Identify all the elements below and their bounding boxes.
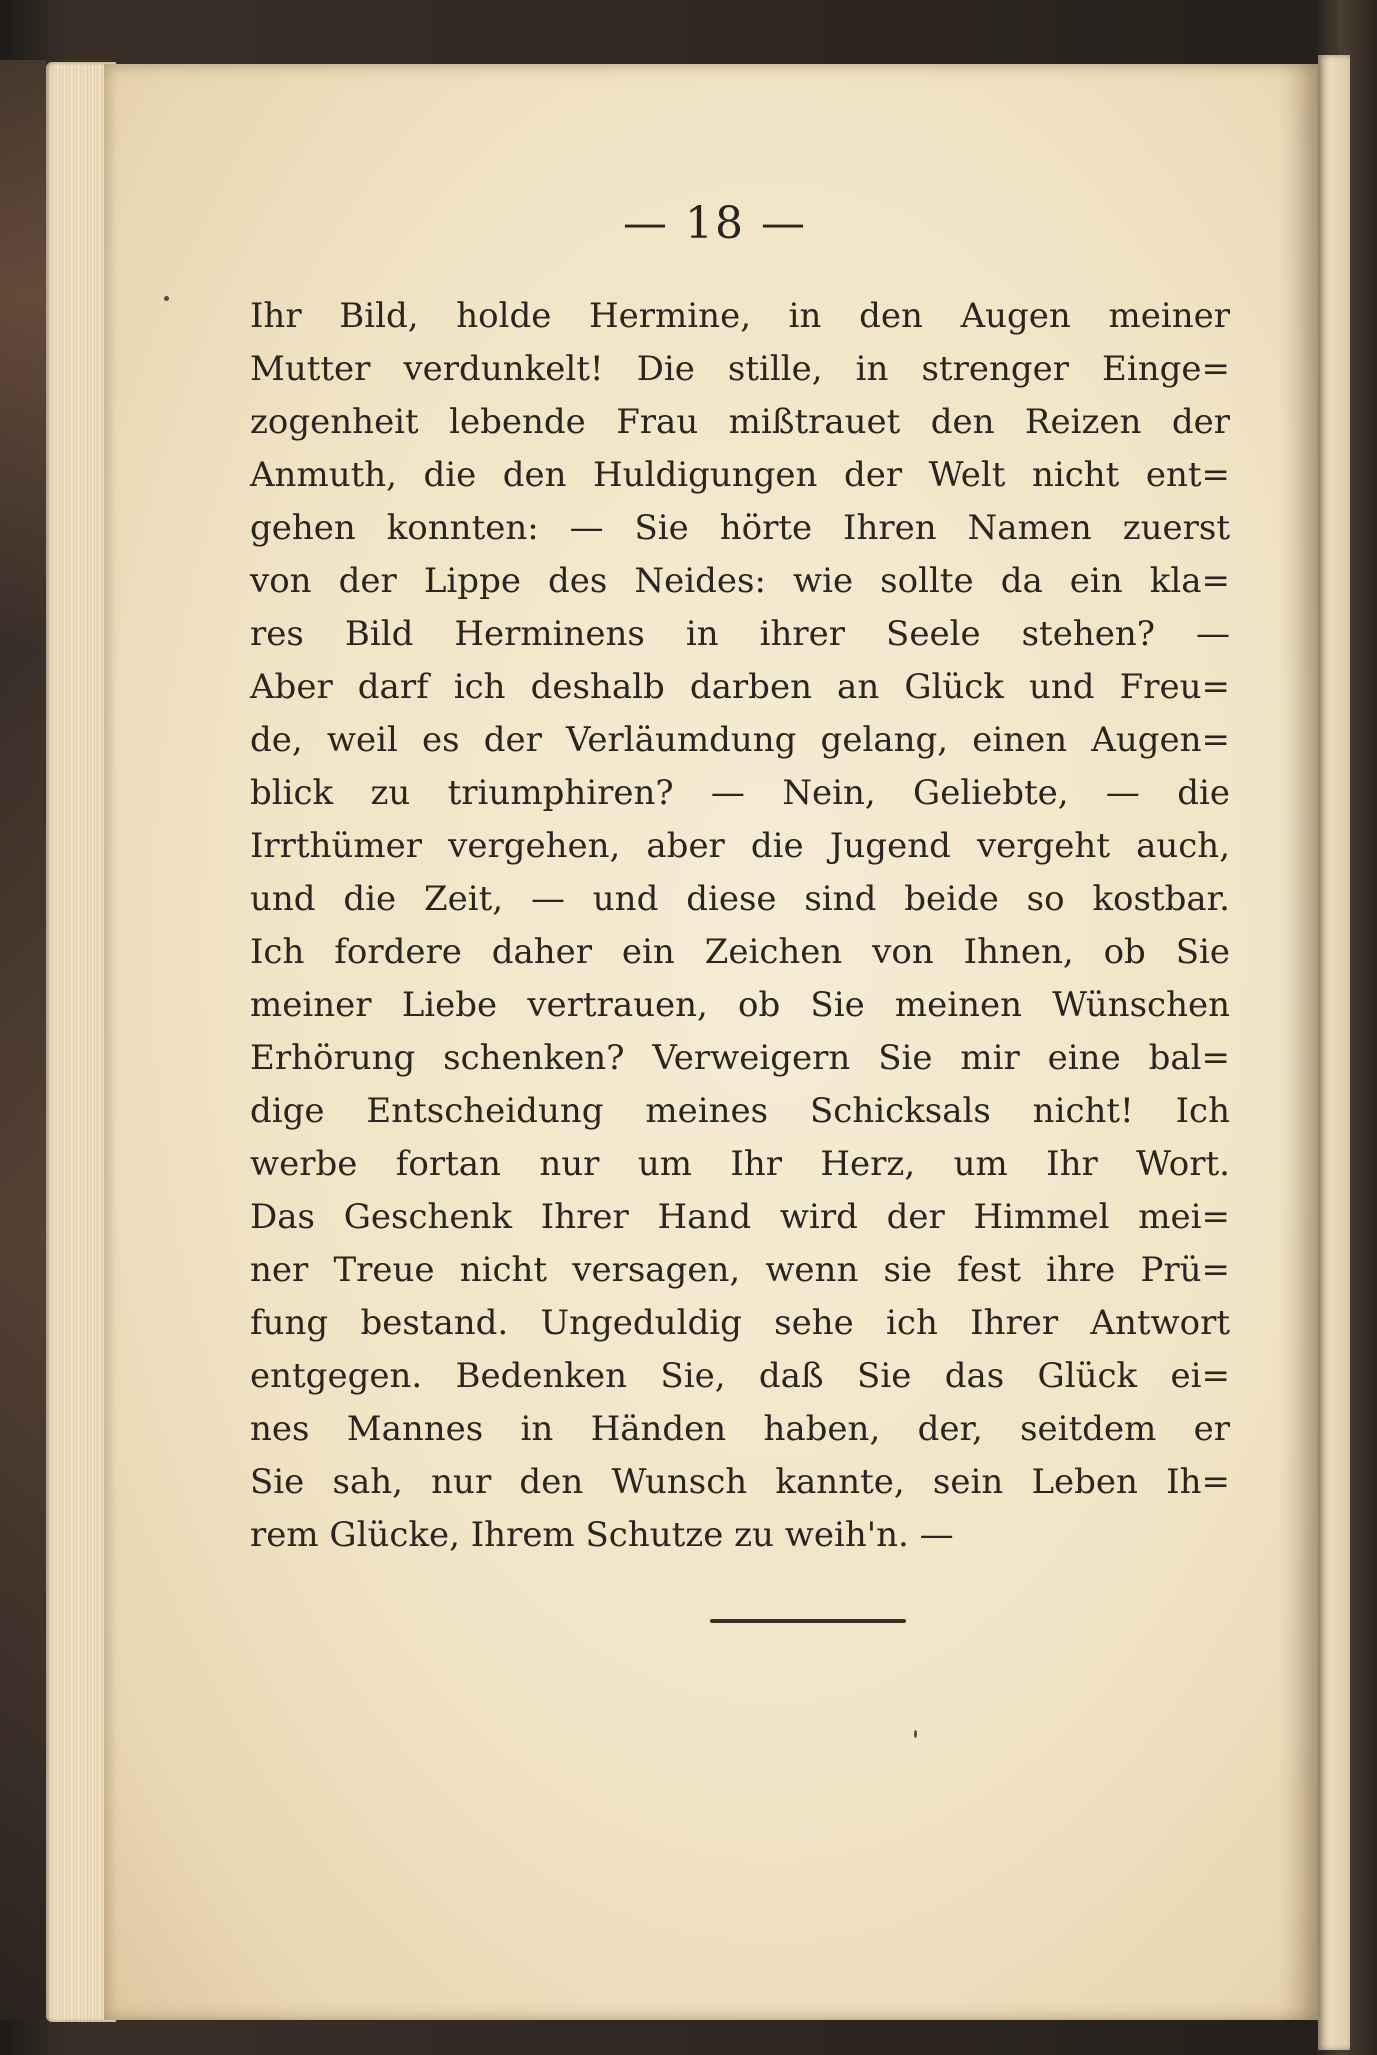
facing-page-edge xyxy=(1318,55,1350,2050)
text-line: Das Geschenk Ihrer Hand wird der Himmel mei= xyxy=(250,1197,1230,1237)
end-ornament-rule xyxy=(710,1619,906,1623)
text-line: Erhörung schenken? Verweigern Sie mir eine bal= xyxy=(250,1038,1230,1078)
gutter-shadow xyxy=(1278,64,1318,2020)
text-line: werbe fortan nur um Ihr Herz, um Ihr Wort. xyxy=(250,1144,1230,1184)
text-line: entgegen. Bedenken Sie, daß Sie das Glück ei= xyxy=(250,1356,1230,1396)
cover-spine-edge xyxy=(0,60,46,2020)
text-line: Ihr Bild, holde Hermine, in den Augen meiner xyxy=(250,296,1230,336)
text-line: blick zu triumphiren? — Nein, Geliebte, — die xyxy=(250,773,1230,813)
text-line: ner Treue nicht versagen, wenn sie fest ihre Prü= xyxy=(250,1250,1230,1290)
text-line: nes Mannes in Händen haben, der, seitdem er xyxy=(250,1409,1230,1449)
text-line: Sie sah, nur den Wunsch kannte, sein Leben Ih= xyxy=(250,1462,1230,1502)
paper-speck xyxy=(914,1730,917,1738)
text-line: Ich fordere daher ein Zeichen von Ihnen, ob Sie xyxy=(250,932,1230,972)
text-line: fung bestand. Ungeduldig sehe ich Ihrer Antwort xyxy=(250,1303,1230,1343)
text-line: von der Lippe des Neides: wie sollte da ein kla= xyxy=(250,561,1230,601)
page-number: — 18 — xyxy=(623,198,807,249)
text-line: Irrthümer vergehen, aber die Jugend vergeht auch, xyxy=(250,826,1230,866)
text-line: de, weil es der Verläumdung gelang, einen Augen= xyxy=(250,720,1230,760)
text-line: meiner Liebe vertrauen, ob Sie meinen Wünschen xyxy=(250,985,1230,1025)
body-text xyxy=(250,290,1230,1562)
text-line: gehen konnten: — Sie hörte Ihren Namen zuerst xyxy=(250,508,1230,548)
text-line: Mutter verdunkelt! Die stille, in strenger Einge= xyxy=(250,349,1230,389)
text-line: dige Entscheidung meines Schicksals nicht! Ich xyxy=(250,1091,1230,1131)
text-line: Anmuth, die den Huldigungen der Welt nicht ent= xyxy=(250,455,1230,495)
text-line: res Bild Herminens in ihrer Seele stehen? — xyxy=(250,614,1230,654)
text-line: zogenheit lebende Frau mißtrauet den Reizen der xyxy=(250,402,1230,442)
paper-speck xyxy=(164,296,169,301)
text-line: und die Zeit, — und diese sind beide so kostbar. xyxy=(250,879,1230,919)
text-line: rem Glücke, Ihrem Schutze zu weih'n. — xyxy=(250,1515,954,1555)
text-line: Aber darf ich deshalb darben an Glück und Freu= xyxy=(250,667,1230,707)
